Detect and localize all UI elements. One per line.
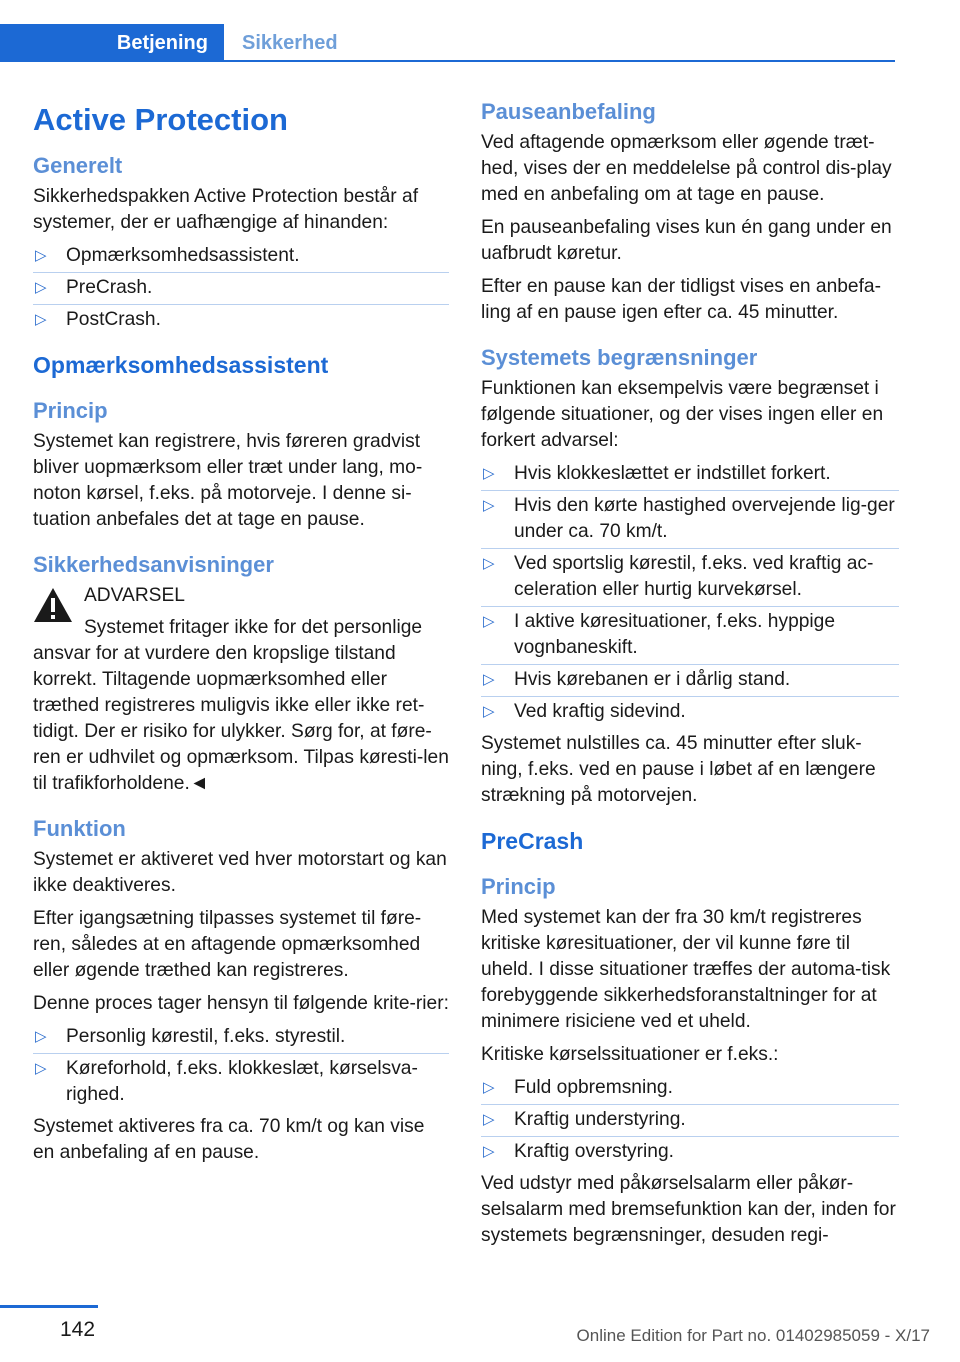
heading-generelt: Generelt (33, 153, 123, 178)
paragraph: Ved aftagende opmærksom eller øgende træt-hed, vises der en meddelelse på control dis-play med en anbefaling om at tage en pause. (481, 132, 892, 205)
heading-precrash: PreCrash (481, 828, 584, 854)
paragraph: Kritiske kørselssituationer er f.eks.: (481, 1044, 779, 1065)
tab-underline (0, 60, 895, 62)
triangle-bullet-icon: ▷ (483, 613, 495, 630)
triangle-bullet-icon: ▷ (35, 1028, 47, 1045)
list-item: ▷ Opmærksomhedsassistent. (33, 243, 449, 269)
triangle-bullet-icon: ▷ (483, 1079, 495, 1096)
heading-sikkerhedsanvisninger: Sikkerhedsanvisninger (33, 552, 274, 577)
triangle-bullet-icon: ▷ (483, 1143, 495, 1160)
tab-betjening[interactable]: Betjening (0, 24, 224, 62)
list-item: ▷ PreCrash. (33, 275, 449, 301)
list-item: ▷ Hvis kørebanen er i dårlig stand. (481, 667, 899, 693)
paragraph: Funktionen kan eksempelvis være begrænset i følgende situationer, og der vises ingen eller en forkert advarsel: (481, 378, 884, 451)
list-item: ▷ Køreforhold, f.eks. klokkeslæt, kørselsva-righed. (35, 1058, 418, 1105)
paragraph: Sikkerhedspakken Active Protection består af systemer, der er uafhængige af hinanden: (33, 186, 419, 233)
bullet-list (33, 243, 449, 333)
list-item: ▷ Hvis den kørte hastighed overvejende lig-ger under ca. 70 km/t. (481, 493, 899, 545)
paragraph: Med systemet kan der fra 30 km/t registreres kritiske køresituationer, der vil kunne føre til uheld. I disse situationer træffes der automa-tisk forebyggende sikkerhedsforanstaltninger for at minimere risiciene ved et uheld. (481, 907, 891, 1032)
heading-begraensninger: Systemets begrænsninger (481, 345, 758, 370)
warning-label: ADVARSEL (84, 585, 185, 606)
footer-rule (0, 1305, 98, 1308)
paragraph: Efter en pause kan der tidligst vises en anbefa-ling af en pause igen efter ca. 45 minutter. (481, 276, 881, 323)
bullet-list (481, 1075, 899, 1165)
list-item: ▷ I aktive køresituationer, f.eks. hyppige vognbaneskift. (481, 609, 899, 661)
heading-opmaerksomhedsassistent: Opmærksomhedsassistent (33, 352, 329, 378)
paragraph: Systemet er aktiveret ved hver motorstart og kan ikke deaktiveres. (33, 849, 447, 896)
paragraph: Ved udstyr med påkørselsalarm eller påkør-selsalarm med bremsefunktion kan der, inden for systemets begrænsninger, desuden regi- (481, 1173, 896, 1246)
list-item: ▷ Ved kraftig sidevind. (481, 699, 899, 725)
left-column (33, 96, 449, 1173)
triangle-bullet-icon: ▷ (483, 555, 495, 572)
heading-princip: Princip (33, 398, 108, 423)
bullet-list (33, 1024, 449, 1108)
list-item: ▷ Kraftig overstyring. (481, 1139, 899, 1165)
paragraph: Efter igangsætning tilpasses systemet til føre-ren, således at en aftagende opmærksomhed eller øgende træthed kan registreres. (33, 908, 422, 981)
edition-note: Online Edition for Part no. 01402985059 - X/17 (576, 1326, 930, 1345)
right-column (481, 98, 899, 1256)
paragraph: En pauseanbefaling vises kun én gang under en uafbrudt køretur. (481, 217, 892, 264)
triangle-bullet-icon: ▷ (35, 311, 47, 328)
triangle-bullet-icon: ▷ (483, 465, 495, 482)
page-title: Active Protection (33, 102, 288, 137)
list-item: ▷ PostCrash. (33, 307, 449, 333)
bullet-list (481, 461, 899, 725)
paragraph: Systemet kan registrere, hvis føreren gradvist bliver uopmærksom eller træt under lang, mo-noton kørsel, f.eks. på motorveje. I denne si-tuation anbefales det at tage en pause. (33, 431, 423, 530)
warning-text: Systemet fritager ikke for det personlige ansvar for at vurdere den kropslige tilstand korrekt. Tiltagende uopmærksomhed eller træthed registreres muligvis ikke eller ikke ret-tidigt. Der er risiko for ulykker. Sørg for, at føre-ren er udhvilet og opmærksom. Tilpas køresti-len til trafikforholdene.◄ (33, 617, 449, 794)
triangle-bullet-icon: ▷ (483, 497, 495, 514)
paragraph: Denne proces tager hensyn til følgende krite-rier: (33, 993, 449, 1014)
triangle-bullet-icon: ▷ (483, 671, 495, 688)
list-item: ▷ Kraftig understyring. (481, 1107, 899, 1133)
paragraph: Systemet aktiveres fra ca. 70 km/t og kan vise en anbefaling af en pause. (33, 1116, 425, 1163)
heading-princip: Princip (481, 874, 556, 899)
page-number: 142 (60, 1318, 96, 1341)
tab-bar (0, 24, 895, 62)
triangle-bullet-icon: ▷ (35, 1060, 47, 1077)
list-item: ▷ Hvis klokkeslættet er indstillet forkert. (481, 461, 899, 487)
warning-triangle-icon (33, 587, 73, 623)
heading-pauseanbefaling: Pauseanbefaling (481, 99, 656, 124)
warning-box (33, 583, 449, 797)
tab-sikkerhed[interactable]: Sikkerhed (224, 24, 364, 62)
heading-funktion: Funktion (33, 816, 126, 841)
triangle-bullet-icon: ▷ (35, 279, 47, 296)
triangle-bullet-icon: ▷ (483, 703, 495, 720)
triangle-bullet-icon: ▷ (35, 247, 47, 264)
list-item: ▷ Ved sportslig kørestil, f.eks. ved kraftig ac-celeration eller hurtig kurvekørsel. (481, 551, 899, 603)
triangle-bullet-icon: ▷ (483, 1111, 495, 1128)
list-item: ▷ Fuld opbremsning. (481, 1075, 899, 1101)
paragraph: Systemet nulstilles ca. 45 minutter efter sluk-ning, f.eks. ved en pause i løbet af en længere strækning på motorvejen. (481, 733, 876, 806)
list-item: ▷ Personlig kørestil, f.eks. styrestil. (33, 1024, 449, 1050)
